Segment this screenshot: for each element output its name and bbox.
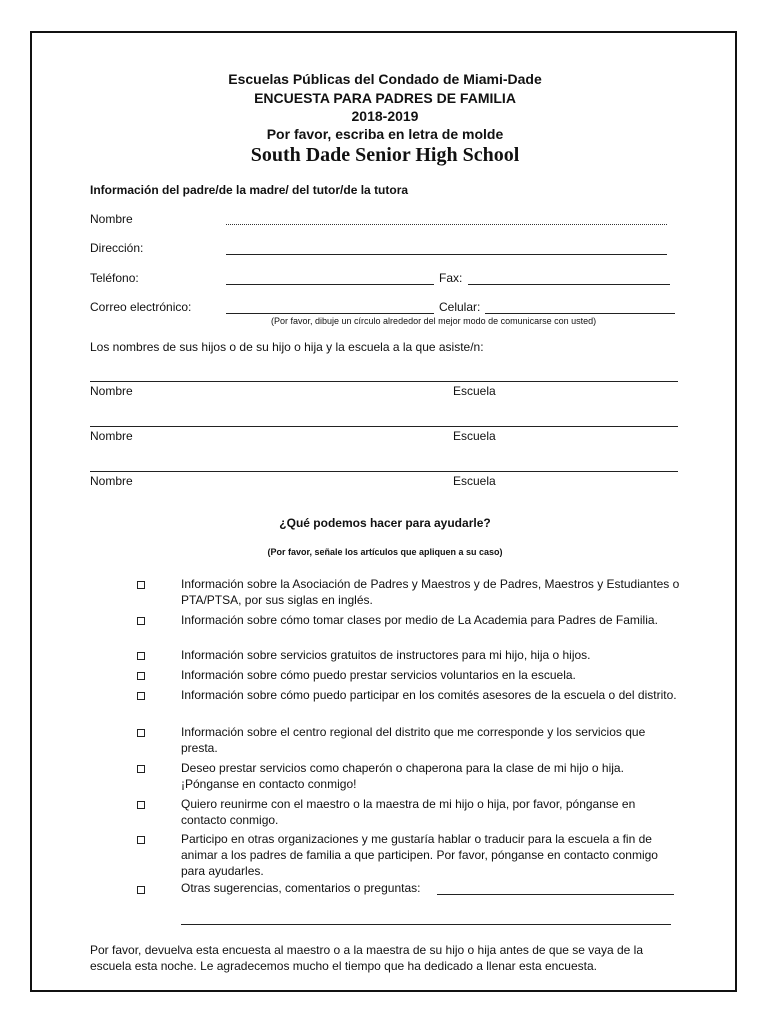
- item-teacher-meeting: Quiero reunirme con el maestro o la maestra de mi hijo o hija, por favor, pónganse en contacto conmigo.: [181, 797, 636, 827]
- item-other-organizations: Participo en otras organizaciones y me gustaría hablar o traducir para la escuela a fin de animar a los padres de familia a que participen. Por favor, pónganse en contacto conmigo para ayudarles.: [181, 832, 658, 878]
- checkbox-pta-info[interactable]: [137, 581, 145, 589]
- help-section-subtitle: (Por favor, señale los artículos que apliquen a su caso): [267, 547, 503, 557]
- school-name: South Dade Senior High School: [250, 144, 520, 166]
- child-3-line[interactable]: [90, 471, 678, 472]
- item-other-suggestions: Otras sugerencias, comentarios o preguntas:: [181, 881, 421, 895]
- checkbox-parent-academy[interactable]: [137, 617, 145, 625]
- checkbox-regional-center[interactable]: [137, 729, 145, 737]
- print-instruction: Por favor, escriba en letra de molde: [266, 126, 504, 142]
- item-regional-center: Información sobre el centro regional del distrito que me corresponde y los servicios que presta.: [181, 725, 646, 755]
- child-3-school-label: Escuela: [453, 474, 496, 488]
- child-3-name-label: Nombre: [90, 474, 133, 488]
- phone-label: Teléfono:: [90, 271, 139, 285]
- help-section-title: ¿Qué podemos hacer para ayudarle?: [279, 516, 491, 530]
- child-2-line[interactable]: [90, 426, 678, 427]
- suggestions-field-line-1[interactable]: [437, 894, 674, 895]
- email-field[interactable]: [226, 313, 434, 314]
- child-1-line[interactable]: [90, 381, 678, 382]
- item-chaperone: Deseo prestar servicios como chaperón o chaperona para la clase de mi hijo o hija. ¡Pónganse en contacto conmigo!: [181, 761, 624, 791]
- email-label: Correo electrónico:: [90, 300, 192, 314]
- checkbox-other-organizations[interactable]: [137, 836, 145, 844]
- fax-field[interactable]: [468, 284, 670, 285]
- school-year: 2018-2019: [351, 108, 419, 124]
- item-advisory-committees: Información sobre cómo puedo participar en los comités asesores de la escuela o del distrito.: [181, 688, 677, 702]
- item-pta-info: Información sobre la Asociación de Padres y Maestros y de Padres, Maestros y Estudiantes o PTA/PTSA, por sus siglas en inglés.: [181, 577, 680, 607]
- checkbox-other-suggestions[interactable]: [137, 886, 145, 894]
- phone-field[interactable]: [226, 284, 434, 285]
- cell-label: Celular:: [439, 300, 481, 314]
- parent-name-label: Nombre: [90, 212, 133, 226]
- child-2-school-label: Escuela: [453, 429, 496, 443]
- contact-note: (Por favor, dibuje un círculo alrededor del mejor modo de comunicarse con usted): [271, 316, 597, 326]
- parent-section-title: Información del padre/de la madre/ del tutor/de la tutora: [90, 183, 409, 197]
- child-1-school-label: Escuela: [453, 384, 496, 398]
- parent-name-field[interactable]: [226, 224, 667, 225]
- survey-title: ENCUESTA PARA PADRES DE FAMILIA: [254, 90, 516, 106]
- address-label: Dirección:: [90, 241, 144, 255]
- checkbox-teacher-meeting[interactable]: [137, 801, 145, 809]
- child-2-name-label: Nombre: [90, 429, 133, 443]
- item-volunteer: Información sobre cómo puedo prestar servicios voluntarios en la escuela.: [181, 668, 576, 682]
- cell-field[interactable]: [485, 313, 675, 314]
- district-name: Escuelas Públicas del Condado de Miami-Dade: [228, 71, 542, 87]
- checkbox-volunteer[interactable]: [137, 672, 145, 680]
- checkbox-chaperone[interactable]: [137, 765, 145, 773]
- fax-label: Fax:: [439, 271, 463, 285]
- item-free-tutoring: Información sobre servicios gratuitos de instructores para mi hijo, hija o hijos.: [181, 648, 591, 662]
- checkbox-advisory-committees[interactable]: [137, 692, 145, 700]
- child-1-name-label: Nombre: [90, 384, 133, 398]
- children-prompt: Los nombres de sus hijos o de su hijo o hija y la escuela a la que asiste/n:: [90, 340, 484, 354]
- item-parent-academy: Información sobre cómo tomar clases por medio de La Academia para Padres de Familia.: [181, 613, 658, 627]
- suggestions-field-line-2[interactable]: [181, 924, 671, 925]
- footer-note: Por favor, devuelva esta encuesta al maestro o a la maestra de su hijo o hija antes de que se vaya de la escuela esta noche. Le agradecemos mucho el tiempo que ha dedicado a llenar esta encuesta.: [90, 943, 644, 973]
- checkbox-free-tutoring[interactable]: [137, 652, 145, 660]
- address-field[interactable]: [226, 254, 667, 255]
